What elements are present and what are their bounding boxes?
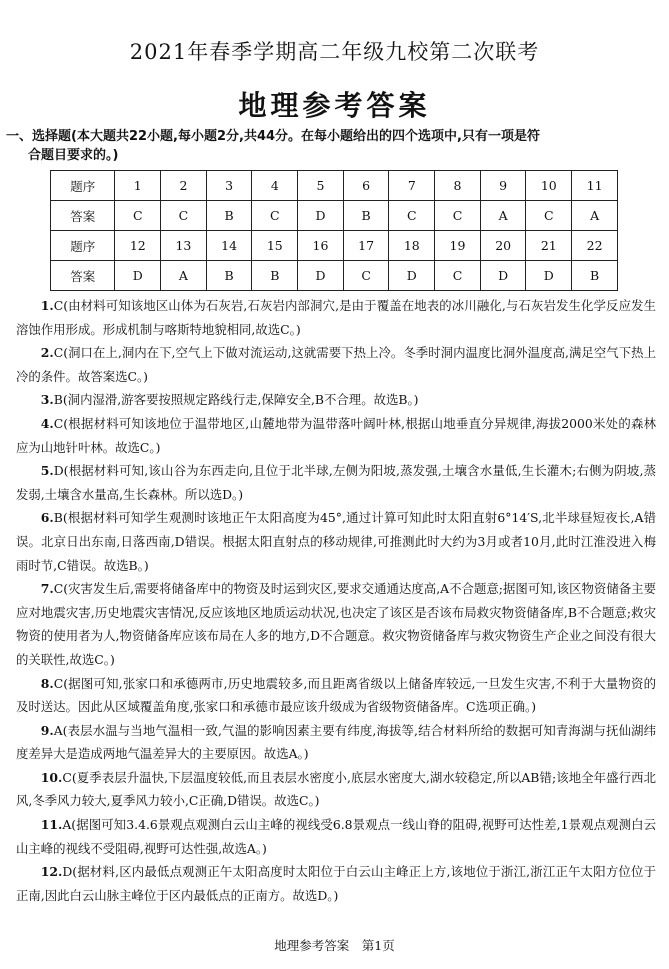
item-text: C(根据材料可知该地位于温带地区,山麓地带为温带落叶阔叶林,根据山地垂直分异规律,海拔2000米处的森林应为山地针叶林。故选C。): [16, 415, 656, 455]
table-cell: D: [298, 261, 344, 291]
table-cell: A: [480, 201, 526, 231]
answer-table: [50, 170, 618, 291]
table-row: [51, 261, 618, 291]
row-label: 答案: [51, 261, 115, 291]
table-cell: D: [389, 261, 435, 291]
item-text: A(表层水温与当地气温相一致,气温的影响因素主要有纬度,海拔等,结合材料所给的数据可知青海湖与抚仙湖纬度差异大是造成两地气温差异大的主要原因。故选A。): [16, 722, 656, 762]
item-number: 11.: [40, 817, 63, 833]
table-cell: 1: [115, 171, 161, 201]
table-cell: B: [206, 261, 252, 291]
row-label: 题序: [51, 231, 115, 261]
list-item: [16, 766, 656, 813]
table-row: [51, 171, 618, 201]
list-item: [16, 672, 656, 719]
page-footer: 地理参考答案 第1页: [274, 938, 395, 953]
item-text: C(灾害发生后,需要将储备库中的物资及时运到灾区,要求交通通达度高,A不合题意;据图可知,该区物资储备主要应对地震灾害,历史地震灾害情况,反应该地区地质运动状况,也决定了该区是否该布局救灾物资储备库,B不合题意;救灾物资的使用者为人,物资储备库应该布局在人多的地方,D不合题意。救灾物资储备库与救灾物资生产企业之间没有很大的关联性,故选C。): [16, 581, 656, 667]
table-cell: D: [526, 261, 572, 291]
table-cell: 20: [480, 231, 526, 261]
list-item: [16, 294, 656, 341]
table-cell: D: [115, 261, 161, 291]
table-row: [51, 201, 618, 231]
item-text: B(洞内湿滑,游客要按照规定路线行走,保障安全,B不合理。故选B。): [53, 392, 419, 408]
item-number: 12.: [40, 864, 63, 880]
table-cell: 9: [480, 171, 526, 201]
table-cell: C: [389, 201, 435, 231]
item-text: A(据图可知3.4.6景观点观测白云山主峰的视线受6.8景观点一线山脊的阻碍,视野可达性差,1景观点观测白云山主峰的视线不受阻碍,视野可达性强,故选A。): [16, 817, 656, 856]
section-heading: [6, 127, 662, 165]
document-title: 地理参考答案: [238, 89, 431, 122]
section-heading-line1: 一、选择题(本大题共22小题,每小题2分,共44分。在每小题给出的四个选项中,只有一项是符: [6, 129, 540, 144]
table-cell: 21: [526, 231, 572, 261]
table-cell: C: [252, 201, 298, 231]
item-number: 2.: [40, 345, 54, 361]
table-cell: B: [206, 201, 252, 231]
item-number: 8.: [40, 675, 54, 691]
item-number: 9.: [40, 722, 54, 738]
item-text: C(洞口在上,洞内在下,空气上下做对流运动,这就需要下热上冷。冬季时洞内温度比洞外温度高,满足空气下热上冷的条件。故答案选C。): [16, 345, 656, 384]
table-cell: 13: [161, 231, 207, 261]
table-cell: C: [161, 201, 207, 231]
table-cell: 5: [298, 171, 344, 201]
table-cell: D: [480, 261, 526, 291]
item-number: 3.: [40, 392, 54, 408]
table-cell: B: [343, 201, 389, 231]
item-number: 6.: [40, 510, 54, 526]
list-item: [16, 860, 656, 907]
table-cell: C: [343, 261, 389, 291]
item-text: C(由材料可知该地区山体为石灰岩,石灰岩内部洞穴,是由于覆盖在地表的冰川融化,与石灰岩发生化学反应发生溶蚀作用形成。形成机制与喀斯特地貌相同,故选C。): [16, 298, 656, 337]
table-cell: 8: [435, 171, 481, 201]
table-row: [51, 231, 618, 261]
list-item: [16, 459, 656, 506]
table-cell: 15: [252, 231, 298, 261]
item-number: 7.: [40, 581, 54, 597]
table-cell: B: [252, 261, 298, 291]
item-text: B(根据材料可知学生观测时该地正午太阳高度为45°,通过计算可知此时太阳直射6°14′S,北半球昼短夜长,A错误。北京日出东南,日落西南,D错误。根据太阳直射点的移动规律,可推测此时大约为3月或者10月,此时江淮没进入梅雨时节,C错误。故选B。): [16, 510, 656, 573]
table-cell: 4: [252, 171, 298, 201]
explanation-list: [16, 294, 656, 907]
table-cell: 17: [343, 231, 389, 261]
exam-title: 2021年春季学期高二年级九校第二次联考: [129, 40, 540, 64]
item-text: D(据材料,区内最低点观测正午太阳高度时太阳位于白云山主峰正上方,该地位于浙江,浙江正午太阳方位位于正南,因此白云山脉主峰位于区内最低点的正南方。故选D。): [16, 864, 656, 903]
list-item: [16, 719, 656, 766]
table-cell: 3: [206, 171, 252, 201]
list-item: [16, 577, 656, 671]
table-cell: D: [298, 201, 344, 231]
section-heading-line2: 合题目要求的。): [28, 148, 119, 163]
row-label: 答案: [51, 201, 115, 231]
list-item: [16, 506, 656, 577]
table-cell: C: [435, 261, 481, 291]
list-item: [16, 813, 656, 860]
table-cell: 11: [572, 171, 618, 201]
table-cell: B: [572, 261, 618, 291]
table-cell: 19: [435, 231, 481, 261]
item-number: 10.: [40, 769, 63, 785]
table-cell: 16: [298, 231, 344, 261]
table-cell: A: [161, 261, 207, 291]
item-number: 1.: [40, 298, 54, 313]
table-cell: C: [526, 201, 572, 231]
table-cell: 2: [161, 171, 207, 201]
table-cell: 22: [572, 231, 618, 261]
item-number: 5.: [40, 463, 54, 479]
table-cell: 6: [343, 171, 389, 201]
list-item: [16, 341, 656, 388]
list-item: [16, 388, 656, 412]
table-cell: 14: [206, 231, 252, 261]
table-cell: 10: [526, 171, 572, 201]
row-label: 题序: [51, 171, 115, 201]
item-number: 4.: [40, 415, 54, 431]
item-text: C(据图可知,张家口和承德两市,历史地震较多,而且距离省级以上储备库较远,一旦发生灾害,不利于大量物资的及时送达。因此从区域覆盖角度,张家口和承德市最应该升级成为省级物资储备库。C选项正确。): [16, 675, 656, 715]
table-cell: A: [572, 201, 618, 231]
item-text: D(根据材料可知,该山谷为东西走向,且位于北半球,左侧为阳坡,蒸发强,土壤含水量低,生长灌木;右侧为阴坡,蒸发弱,土壤含水量高,生长森林。所以选D。): [16, 463, 656, 502]
table-cell: C: [115, 201, 161, 231]
table-cell: C: [435, 201, 481, 231]
table-cell: 18: [389, 231, 435, 261]
list-item: [16, 412, 656, 459]
table-cell: 7: [389, 171, 435, 201]
item-text: C(夏季表层升温快,下层温度较低,而且表层水密度小,底层水密度大,湖水较稳定,所以AB错;该地全年盛行西北风,冬季风力较大,夏季风力较小,C正确,D错误。故选C。): [16, 769, 656, 809]
table-cell: 12: [115, 231, 161, 261]
